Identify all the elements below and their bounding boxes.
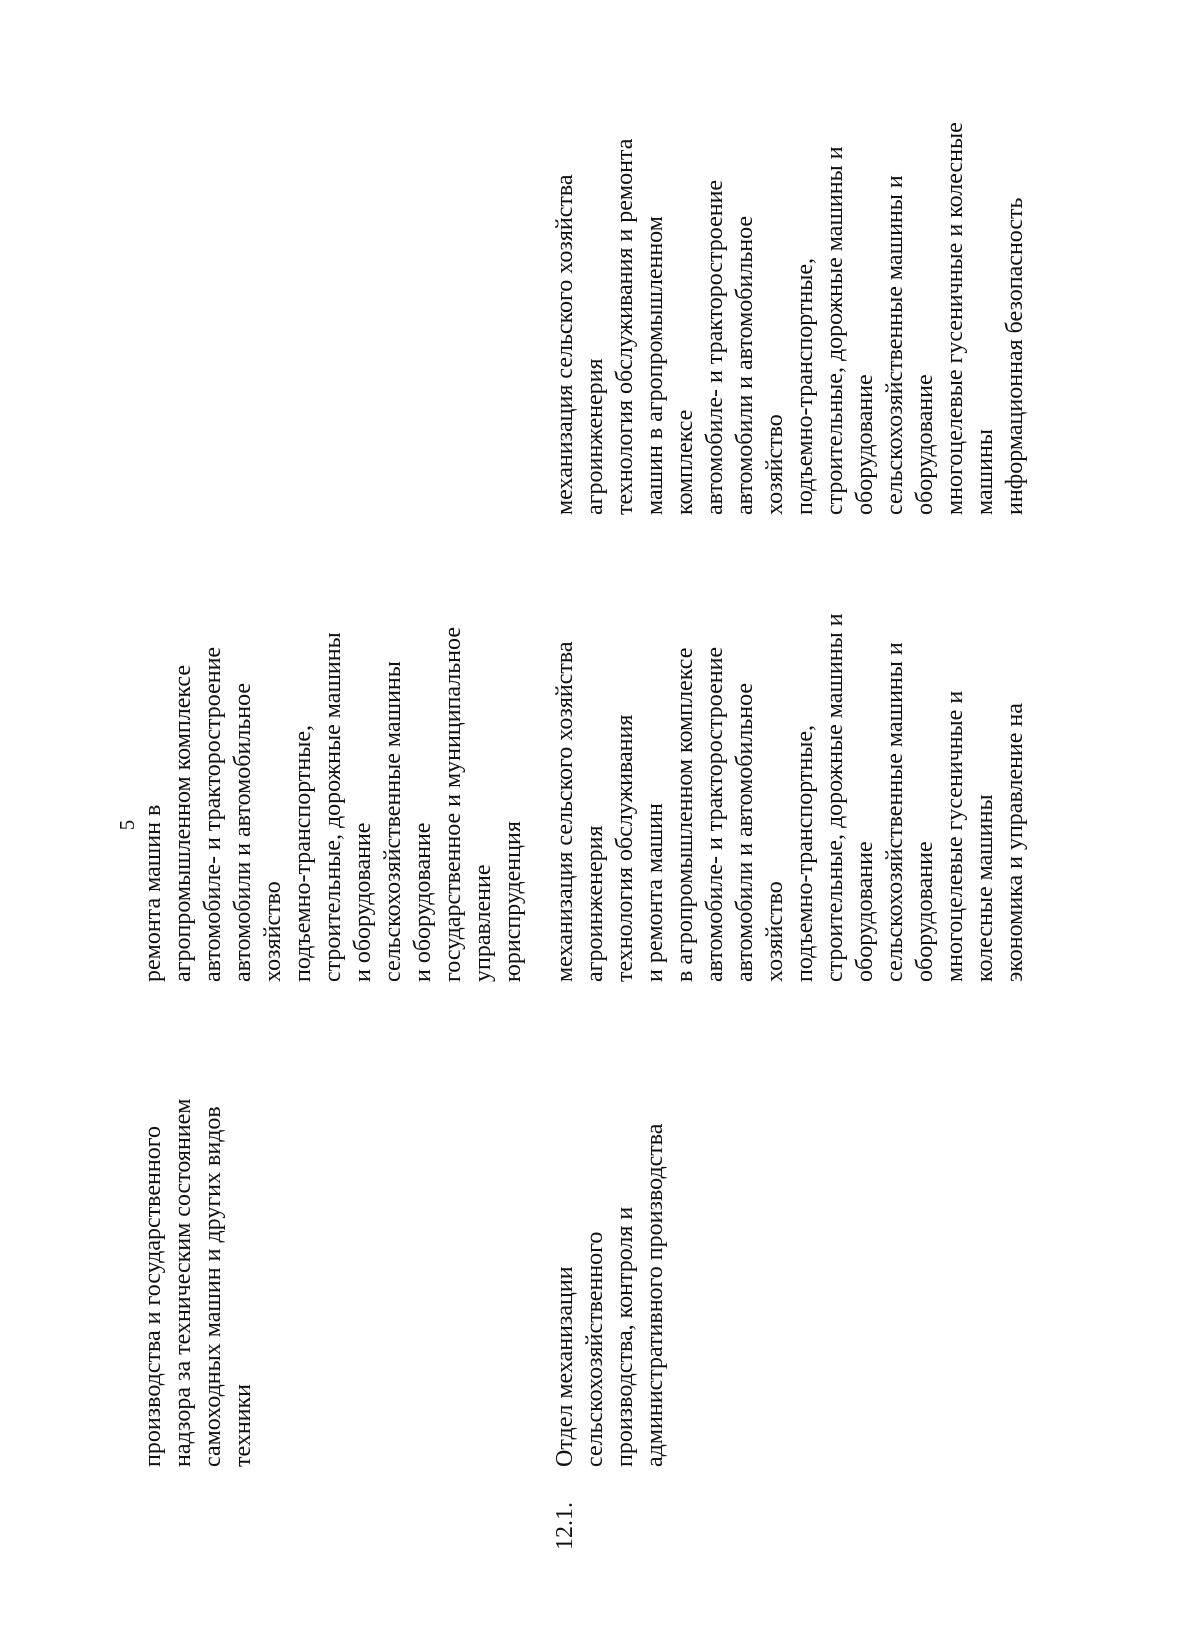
text-line: и ремонта машин xyxy=(642,803,668,982)
text-line: управление xyxy=(470,864,496,982)
text-line: автомобиле- и тракторостроение xyxy=(702,179,728,515)
text-line: сельскохозяйственные машины и xyxy=(882,642,908,982)
text-line: подъемно-транспортные, xyxy=(792,724,818,982)
text-line: многоцелевые гусеничные и xyxy=(942,690,968,982)
unit-name-cell xyxy=(138,1017,258,1467)
unit-name-cell xyxy=(550,1017,670,1467)
text-line: агроинженерия xyxy=(582,358,608,515)
text-line: автомобили и автомобильное xyxy=(230,682,256,982)
specialties-cell-a xyxy=(138,542,528,982)
text-line: оборудование xyxy=(852,374,878,515)
text-line: и оборудование xyxy=(350,822,376,982)
text-line: хозяйство xyxy=(762,414,788,515)
text-line: многоцелевые гусеничные и колесные xyxy=(942,122,968,515)
text-line: строительные, дорожные машины xyxy=(320,632,346,982)
text-line: механизация сельского хозяйства xyxy=(552,174,578,515)
text-line: комплексе xyxy=(672,409,698,515)
text-line: строительные, дорожные машины и xyxy=(822,613,848,982)
text-line: производства, контроля и xyxy=(612,1206,638,1467)
text-line: автомобили и автомобильное xyxy=(732,682,758,982)
text-line: технология обслуживания xyxy=(612,714,638,982)
text-line: экономика и управление на xyxy=(1002,703,1028,982)
text-line: оборудование xyxy=(912,841,938,982)
text-line: автомобиле- и тракторостроение xyxy=(200,646,226,982)
row-number: 12.1. xyxy=(552,1502,578,1550)
text-line: в агропромышленном комплексе xyxy=(672,647,698,982)
text-line: оборудование xyxy=(912,374,938,515)
text-line: агропромышленном комплексе xyxy=(170,664,196,982)
text-line: сельскохозяйственного xyxy=(582,1231,608,1467)
text-line: автомобиле- и тракторостроение xyxy=(702,646,728,982)
text-line: сельскохозяйственные машины xyxy=(380,661,406,982)
text-line: оборудование xyxy=(852,841,878,982)
text-line: автомобили и автомобильное xyxy=(732,215,758,515)
text-line: колесные машины xyxy=(972,794,998,982)
text-line: машин в агропромышленном xyxy=(642,216,668,515)
text-line: юриспруденция xyxy=(500,821,526,982)
text-line: информационная безопасность xyxy=(1002,197,1028,515)
specialties-cell-b xyxy=(550,95,1030,515)
text-line: государственное и муниципальное xyxy=(440,627,466,982)
text-line: Отдел механизации xyxy=(552,1266,578,1467)
text-line: подъемно-транспортные, xyxy=(792,257,818,515)
page-number: 5 xyxy=(115,819,139,831)
text-line: машины xyxy=(972,429,998,515)
text-line: строительные, дорожные машины и xyxy=(822,146,848,515)
specialties-cell-a xyxy=(550,542,1030,982)
text-line: механизация сельского хозяйства xyxy=(552,641,578,982)
text-line: агроинженерия xyxy=(582,825,608,982)
text-line: и оборудование xyxy=(410,822,436,982)
text-line: производства и государственного xyxy=(140,1126,166,1467)
text-line: ремонта машин в xyxy=(140,804,166,982)
text-line: надзора за техническим состоянием xyxy=(170,1098,196,1467)
text-line: подъемно-транспортные, xyxy=(290,724,316,982)
text-line: техники xyxy=(230,1383,256,1467)
text-line: сельскохозяйственные машины и xyxy=(882,175,908,515)
rotated-landscape-sheet xyxy=(100,100,1028,1550)
text-line: технология обслуживания и ремонта xyxy=(612,138,638,515)
text-line: самоходных машин и других видов xyxy=(200,1106,226,1467)
text-line: административного производства xyxy=(642,1123,668,1467)
text-line: хозяйство xyxy=(260,881,286,982)
text-line: хозяйство xyxy=(762,881,788,982)
